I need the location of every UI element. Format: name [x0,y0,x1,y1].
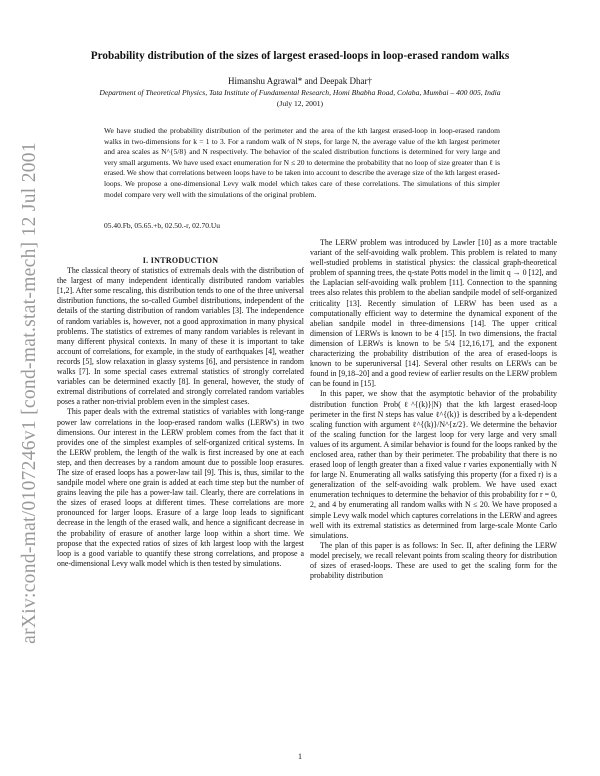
paragraph: In this paper, we show that the asymptotic behavior of the probability distribution function Prob(ℓ^{(k)}|N) that the kth largest erased-loop perimeter in the first N steps has value ℓ^{(k)} is described by a k-dependent scaling function with argument ℓ^{(k)}/N^{z/2}. We determine the behavior of the scaling function for the largest loop for very large and very small values of its argument. A similar behavior is found for the loops ranked by the enclosed area, rather than by their perimeter. The probability that there is no erased loop of length greater than a fixed value r varies exponentially with N for large N. Enumerating all walks satisfying this property (for a fixed r) is a generalization of the self-avoiding walk problem. We have used exact enumeration techniques to determine the behavior of this probability for r = 0, 2, and 4 by enumerating all random walks with N ≤ 20. We have proposed a simple Levy walk model which captures correlations in the LERW and agrees well with its extremal statistics as determined from large-scale Monte Carlo simulations. [310,389,557,540]
section-heading: I. INTRODUCTION [142,256,219,265]
pacs-codes: 05.40.Fb, 05.65.+b, 02.50.-r, 02.70.Uu [104,221,221,230]
arxiv-id: arXiv:cond-mat/0107246v1 [cond-mat.stat-mech] 12 Jul 2001 [19,141,40,644]
affiliation: Department of Theoretical Physics, Tata Institute of Fundamental Research, Homi Bhabha Road, Colaba, Mumbai – 400 005, India [99,88,501,97]
paper-title: Probability distribution of the sizes of largest erased-loops in loop-erased random walks [90,50,510,62]
paragraph: This paper deals with the extremal statistics of variables with long-range power law correlations in the loop-erased random walks (LERW's) in two dimensions. Our interest in the LERW problem comes from the fact that it provides one of the simplest examples of self-organized critical systems. In the LERW problem, the length of the walk is first increased by one at each step, and then decreases by a random amount due to possible loop erasures. The size of erased loops has a power-law tail [9]. This is, thus, similar to the sandpile model where one grain is added at each time step but the number of grains leaving the pile has a power-law tail. Clearly, there are correlations in the sizes of erased loops at different times. These correlations are more pronounced for larger loops. Erasure of a large loop leads to significant decrease in the length of the erased walk, and hence a significant decrease in the probability of erasure of another large loop within a short time. We propose that the expected ratios of sizes of kth largest loop with the largest loop is a good variable to quantify these strong correlations, and propose a one-dimensional Levy walk model which is then tested by simulations. [57,407,304,568]
left-column [57,256,304,569]
abstract: We have studied the probability distribution of the perimeter and the area of the kth largest erased-loop in loop-erased random walks in two-dimensions for k = 1 to 3. For a random walk of N steps, for large N, the average value of the kth largest perimeter and area scales as N^{5/8} and N respectively. The behavior of the scaled distribution functions is determined for very large and very small arguments. We have used exact enumeration for N ≤ 20 to determine the probability that no loop of size greater than ℓ is erased. We show that correlations between loops have to be taken into account to describe the average size of the kth largest erased-loops. We propose a one-dimensional Levy walk model which takes care of these correlations. The simulations of this simpler model compare very well with the simulations of the original problem. [104,126,500,199]
paragraph: The LERW problem was introduced by Lawler [10] as a more tractable variant of the self-avoiding walk problem. This problem is related to many well-studied problems in statistical physics: the classical graph-theoretical problem of spanning trees, the q-state Potts model in the limit q → 0 [12], and the Laplacian self-avoiding walk problem [11]. Connection to the spanning trees also relates this problem to the abelian sandpile model of self-organized criticality [13]. Recently simulation of LERW has been used as a computationally efficient way to determine the dynamical exponent of the abelian sandpile model in three-dimensions [14]. The upper critical dimension of LERWs is known to be 4 [15]. In two dimensions, the fractal dimension of LERWs is known to be 5/4 [12,16,17], and the exponent characterizing the probability distribution of the area of erased-loops is known to be superuniversal [14]. Several other results on LERWs can be found in [9,18–20] and a good review of earlier results on the LERW problem can be found in [15]. [310,238,557,389]
paragraph: The classical theory of statistics of extremals deals with the distribution of the largest of many independent identically distributed random variables [1,2]. After some rescaling, this distribution tends to one of the three universal distribution functions, the so-called Gumbel distributions, independent of the details of the starting distribution of random variables [3]. The independence of random variables is, however, not a good approximation in many physical problems. The statistics of extremes of many random variables is relevant in many different physical contexts. In many of these it is important to take account of correlations, for example, in the study of earthquakes [4], weather records [5], slow relaxation in glassy systems [6], and persistence in random walks [7]. In some special cases extremal statistics of strongly correlated variables can be determined exactly [8]. In general, however, the study of extremal distributions of correlated and strongly correlated random variables poses a rather non-trivial problem even in the simplest cases. [57,266,304,407]
page-number: 1 [298,752,302,761]
right-column [310,238,557,581]
authors: Himanshu Agrawal* and Deepak Dhar† [228,76,372,86]
paragraph: The plan of this paper is as follows: In Sec. II, after defining the LERW model precisely, we recall relevant points from scaling theory for distribution of sizes of erased-loops. These are used to get the scaling form for the probability distribution [310,540,557,581]
arxiv-stamp [10,120,50,665]
date: (July 12, 2001) [276,99,324,108]
